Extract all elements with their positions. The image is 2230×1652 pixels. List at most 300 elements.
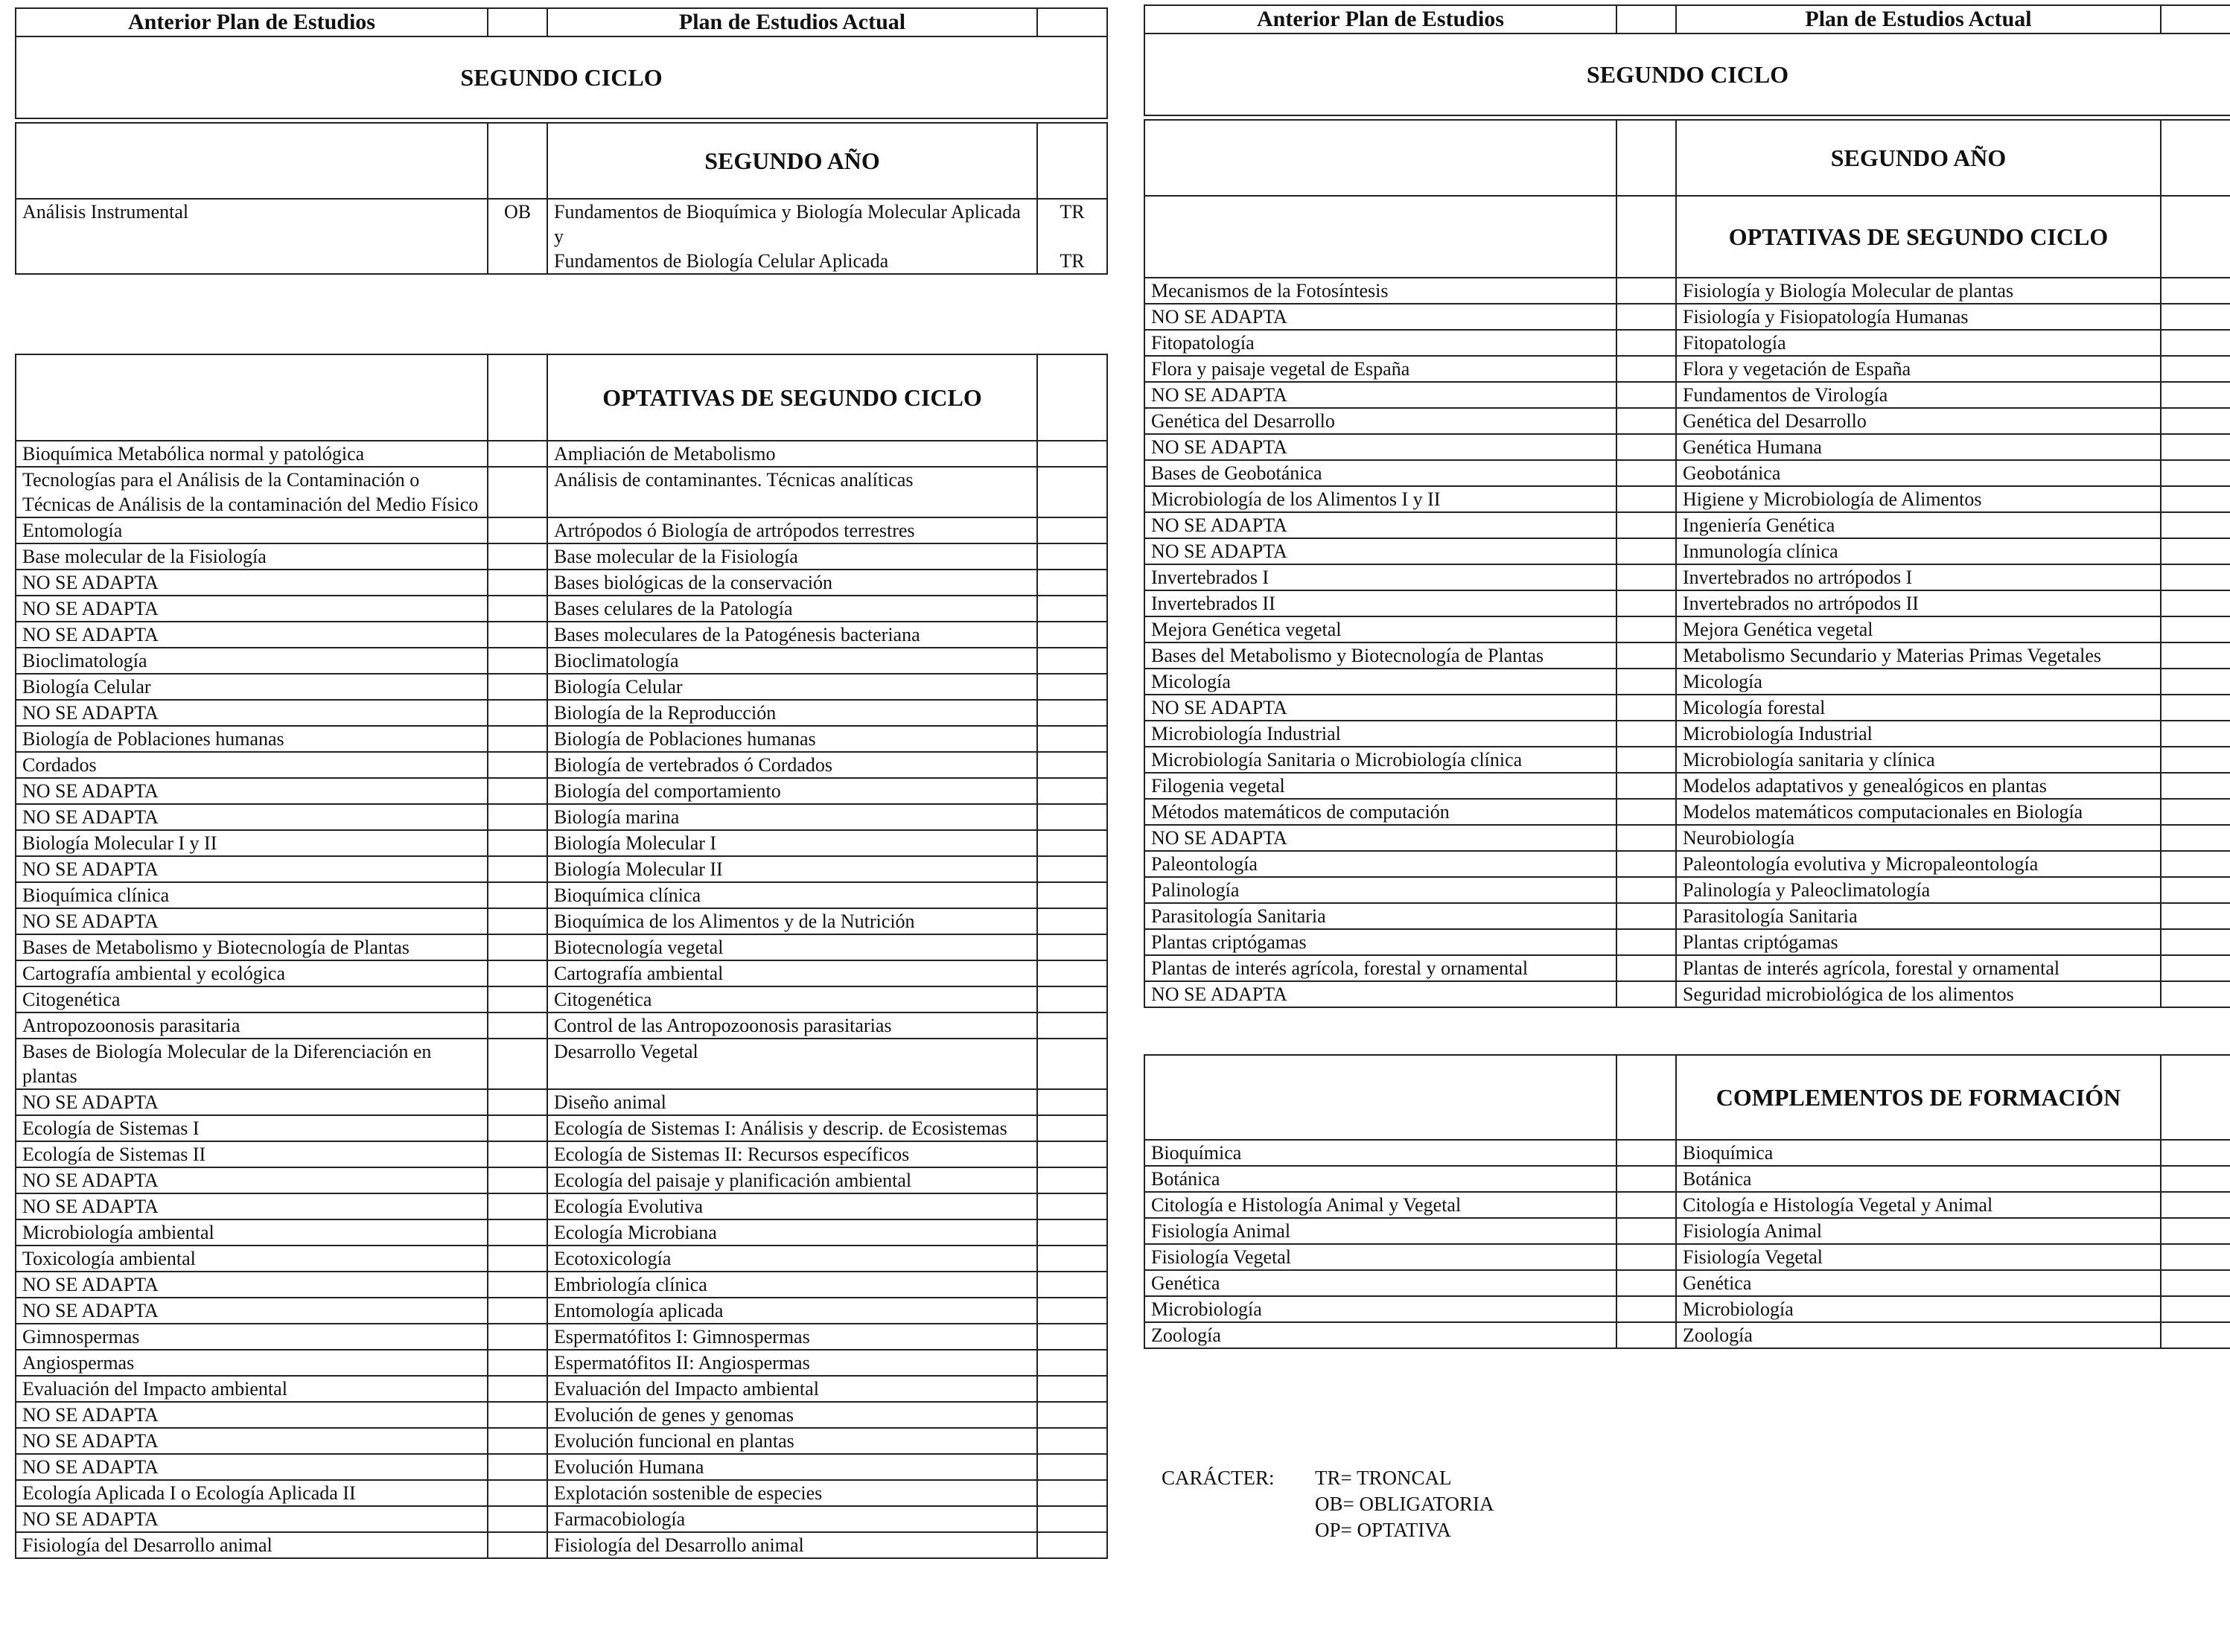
curr-subject: Análisis de contaminantes. Técnicas analíticas [547, 467, 1037, 517]
curr-subject: Plantas de interés agrícola, forestal y ornamental [1676, 955, 2161, 981]
prev-type [1616, 1244, 1676, 1270]
prev-type [1616, 773, 1676, 799]
prev-subject: NO SE ADAPTA [16, 1272, 488, 1298]
curr-type [2161, 773, 2230, 799]
curr-type [2161, 356, 2230, 382]
curr-type [2161, 564, 2230, 590]
prev-type [488, 1167, 547, 1193]
table-row [16, 1376, 1107, 1402]
table-row [1144, 721, 2230, 747]
prev-type [488, 543, 547, 570]
curr-type [2161, 408, 2230, 434]
curr-type [1037, 1376, 1107, 1402]
curr-subject: Flora y vegetación de España [1676, 356, 2161, 382]
curr-type [1037, 1141, 1107, 1167]
prev-subject: NO SE ADAPTA [16, 1298, 488, 1324]
curr-type [2161, 304, 2230, 330]
curr-type [1037, 1219, 1107, 1246]
table-row [1144, 538, 2230, 564]
prev-type [488, 1089, 547, 1115]
prev-subject: Invertebrados I [1144, 564, 1616, 590]
curr-type [1037, 1089, 1107, 1115]
table-row [1144, 877, 2230, 903]
prev-subject: Bases del Metabolismo y Biotecnología de Plantas [1144, 642, 1616, 669]
second-year-curr-type: TR TR [1037, 199, 1107, 274]
table-row [16, 1219, 1107, 1246]
table-row [16, 674, 1107, 700]
curr-subject: Biología de vertebrados ó Cordados [547, 752, 1037, 778]
prev-type [1616, 460, 1676, 486]
prev-type [488, 1480, 547, 1506]
table-row [16, 752, 1107, 778]
header-prev: Anterior Plan de Estudios [16, 8, 488, 36]
prev-type [488, 674, 547, 700]
table-row [1144, 1192, 2230, 1218]
left-header-table [15, 7, 1108, 119]
prev-type [1616, 981, 1676, 1007]
table-row [1144, 434, 2230, 460]
table-row [1144, 825, 2230, 851]
table-row [16, 1089, 1107, 1115]
curr-subject: Evaluación del Impacto ambiental [547, 1376, 1037, 1402]
prev-subject: Evaluación del Impacto ambiental [16, 1376, 488, 1402]
prev-subject: Toxicología ambiental [16, 1246, 488, 1272]
curr-subject: Biología marina [547, 804, 1037, 830]
curr-type [2161, 1166, 2230, 1192]
prev-type [488, 1402, 547, 1428]
prev-type [1616, 903, 1676, 929]
table-row [16, 726, 1107, 752]
prev-subject: NO SE ADAPTA [1144, 382, 1616, 408]
prev-type [1616, 799, 1676, 825]
prev-type [488, 596, 547, 622]
curr-subject: Ecología del paisaje y planificación ambiental [547, 1167, 1037, 1193]
curr-type [2161, 616, 2230, 642]
prev-subject: Gimnospermas [16, 1324, 488, 1350]
curr-type [1037, 908, 1107, 934]
curr-type [2161, 747, 2230, 773]
prev-type [1616, 356, 1676, 382]
table-row [16, 986, 1107, 1012]
prev-subject: Ecología Aplicada I o Ecología Aplicada II [16, 1480, 488, 1506]
header-curr: Plan de Estudios Actual [547, 8, 1037, 36]
cycle-title: SEGUNDO CICLO [16, 36, 1107, 118]
curr-type [1037, 1193, 1107, 1219]
curr-type [2161, 825, 2230, 851]
curr-type [1037, 986, 1107, 1012]
prev-type [1616, 1322, 1676, 1348]
curr-type [1037, 467, 1107, 517]
table-row [1144, 278, 2230, 304]
prev-subject: Microbiología Industrial [1144, 721, 1616, 747]
prev-type [1616, 669, 1676, 695]
curr-type [1037, 856, 1107, 882]
prev-subject: Cordados [16, 752, 488, 778]
curr-subject: Fitopatología [1676, 330, 2161, 356]
prev-subject: Antropozoonosis parasitaria [16, 1012, 488, 1039]
year-title-right: SEGUNDO AÑO [1676, 120, 2161, 196]
curr-subject: Biotecnología vegetal [547, 934, 1037, 960]
prev-type [488, 648, 547, 674]
table-row [1144, 903, 2230, 929]
curr-type [2161, 955, 2230, 981]
curr-type [1037, 441, 1107, 467]
curr-type [2161, 382, 2230, 408]
table-row [16, 596, 1107, 622]
table-row [16, 1350, 1107, 1376]
prev-type [488, 1012, 547, 1039]
right-column [1144, 0, 2230, 1349]
curr-type [2161, 1244, 2230, 1270]
curr-type [1037, 1428, 1107, 1454]
header-curr-right: Plan de Estudios Actual [1676, 5, 2161, 34]
prev-subject: Bioquímica [1144, 1140, 1616, 1166]
prev-type [1616, 747, 1676, 773]
curr-type [1037, 543, 1107, 570]
curr-type [1037, 778, 1107, 804]
table-row [16, 1298, 1107, 1324]
prev-type [1616, 929, 1676, 955]
curr-subject: Neurobiología [1676, 825, 2161, 851]
prev-subject: Parasitología Sanitaria [1144, 903, 1616, 929]
table-row [1144, 799, 2230, 825]
table-row [1144, 330, 2230, 356]
curr-subject: Cartografía ambiental [547, 960, 1037, 986]
curr-subject: Genética [1676, 1270, 2161, 1296]
table-row [1144, 929, 2230, 955]
curr-type [2161, 460, 2230, 486]
curr-subject: Parasitología Sanitaria [1676, 903, 2161, 929]
curr-subject: Botánica [1676, 1166, 2161, 1192]
table-row [16, 830, 1107, 856]
curr-type [1037, 1012, 1107, 1039]
table-row [16, 1402, 1107, 1428]
curr-subject: Bases celulares de la Patología [547, 596, 1037, 622]
curr-type [1037, 1324, 1107, 1350]
prev-subject: Cartografía ambiental y ecológica [16, 960, 488, 986]
curr-type [1037, 622, 1107, 648]
prev-subject: Ecología de Sistemas II [16, 1141, 488, 1167]
table-row [16, 1167, 1107, 1193]
curr-subject: Fisiología y Fisiopatología Humanas [1676, 304, 2161, 330]
table-row [16, 1532, 1107, 1558]
curr-subject: Genética del Desarrollo [1676, 408, 2161, 434]
prev-subject: NO SE ADAPTA [16, 570, 488, 596]
curr-type [1037, 570, 1107, 596]
prev-type [1616, 616, 1676, 642]
curr-subject: Ampliación de Metabolismo [547, 441, 1037, 467]
prev-subject: NO SE ADAPTA [16, 700, 488, 726]
prev-subject: Micología [1144, 669, 1616, 695]
curr-subject: Biología Molecular I [547, 830, 1037, 856]
prev-type [1616, 1140, 1676, 1166]
curr-subject: Biología Celular [547, 674, 1037, 700]
table-row [16, 856, 1107, 882]
curr-subject: Palinología y Paleoclimatología [1676, 877, 2161, 903]
prev-subject: NO SE ADAPTA [16, 1506, 488, 1532]
table-row [1144, 356, 2230, 382]
curr-subject: Modelos adaptativos y genealógicos en plantas [1676, 773, 2161, 799]
curr-type [1037, 1454, 1107, 1480]
curr-subject: Inmunología clínica [1676, 538, 2161, 564]
curr-subject: Ecología Evolutiva [547, 1193, 1037, 1219]
curr-subject: Microbiología [1676, 1296, 2161, 1322]
prev-subject: NO SE ADAPTA [1144, 304, 1616, 330]
prev-type [1616, 1296, 1676, 1322]
prev-type [488, 960, 547, 986]
curr-subject: Ecotoxicología [547, 1246, 1037, 1272]
prev-type [488, 934, 547, 960]
curr-subject: Metabolismo Secundario y Materias Primas Vegetales [1676, 642, 2161, 669]
curr-subject: Microbiología Industrial [1676, 721, 2161, 747]
curr-type [2161, 877, 2230, 903]
second-year-prev-type: OB [488, 199, 547, 274]
table-row [16, 1115, 1107, 1141]
right-optativas-table [1144, 119, 2230, 1008]
curr-type [1037, 1532, 1107, 1558]
curr-subject: Desarrollo Vegetal [547, 1039, 1037, 1089]
curr-type [1037, 674, 1107, 700]
table-row [1144, 408, 2230, 434]
curr-type [1037, 1039, 1107, 1089]
curr-type [2161, 590, 2230, 616]
table-row [16, 441, 1107, 467]
prev-subject: NO SE ADAPTA [1144, 825, 1616, 851]
curr-subject: Evolución funcional en plantas [547, 1428, 1037, 1454]
curr-subject: Seguridad microbiológica de los alimentos [1676, 981, 2161, 1007]
prev-type [488, 1324, 547, 1350]
curr-subject: Higiene y Microbiología de Alimentos [1676, 486, 2161, 512]
prev-type [1616, 304, 1676, 330]
curr-subject: Artrópodos ó Biología de artrópodos terrestres [547, 517, 1037, 543]
table-row [1144, 304, 2230, 330]
prev-subject: NO SE ADAPTA [1144, 981, 1616, 1007]
prev-type [488, 441, 547, 467]
left-column [15, 0, 1106, 1559]
table-row [1144, 1270, 2230, 1296]
prev-type [1616, 564, 1676, 590]
curr-subject: Ecología Microbiana [547, 1219, 1037, 1246]
table-row [1144, 851, 2230, 877]
curr-type [2161, 486, 2230, 512]
prev-subject: NO SE ADAPTA [16, 856, 488, 882]
table-row [16, 908, 1107, 934]
prev-subject: Biología Celular [16, 674, 488, 700]
prev-subject: NO SE ADAPTA [16, 1402, 488, 1428]
curr-subject: Fisiología y Biología Molecular de plantas [1676, 278, 2161, 304]
prev-type [1616, 408, 1676, 434]
second-year-curr: Fundamentos de Bioquímica y Biología Molecular Aplicada y Fundamentos de Biología Celular Aplicada [547, 199, 1037, 274]
curr-subject: Fisiología Animal [1676, 1218, 2161, 1244]
curr-subject: Fisiología del Desarrollo animal [547, 1532, 1037, 1558]
table-row [1144, 460, 2230, 486]
prev-subject: Plantas de interés agrícola, forestal y ornamental [1144, 955, 1616, 981]
table-row [16, 1428, 1107, 1454]
legend-op: OP= OPTATIVA [1315, 1519, 1451, 1541]
table-row [1144, 1322, 2230, 1348]
prev-subject: Flora y paisaje vegetal de España [1144, 356, 1616, 382]
curr-type [1037, 648, 1107, 674]
second-year-table [15, 122, 1108, 275]
curr-type [2161, 1218, 2230, 1244]
prev-type [1616, 538, 1676, 564]
prev-subject: NO SE ADAPTA [1144, 434, 1616, 460]
prev-type [488, 1141, 547, 1167]
curr-subject: Mejora Genética vegetal [1676, 616, 2161, 642]
prev-subject: Paleontología [1144, 851, 1616, 877]
table-row [16, 934, 1107, 960]
curr-subject: Control de las Antropozoonosis parasitarias [547, 1012, 1037, 1039]
prev-subject: Genética [1144, 1270, 1616, 1296]
table-row [16, 467, 1107, 517]
prev-type [488, 778, 547, 804]
prev-subject: Biología Molecular I y II [16, 830, 488, 856]
table-row [16, 1272, 1107, 1298]
table-row [1144, 1166, 2230, 1192]
legend-ob: OB= OBLIGATORIA [1315, 1493, 1494, 1515]
prev-subject: Bases de Metabolismo y Biotecnología de Plantas [16, 934, 488, 960]
prev-type [1616, 642, 1676, 669]
prev-subject: NO SE ADAPTA [1144, 512, 1616, 538]
prev-type [1616, 721, 1676, 747]
curr-type [2161, 1192, 2230, 1218]
table-row [1144, 564, 2230, 590]
curr-type [1037, 934, 1107, 960]
prev-subject: Genética del Desarrollo [1144, 408, 1616, 434]
prev-subject: Angiospermas [16, 1350, 488, 1376]
prev-subject: Plantas criptógamas [1144, 929, 1616, 955]
prev-subject: Citología e Histología Animal y Vegetal [1144, 1192, 1616, 1218]
curr-type [2161, 538, 2230, 564]
prev-type [1616, 695, 1676, 721]
prev-type [1616, 1270, 1676, 1296]
table-row [16, 1193, 1107, 1219]
curr-type [1037, 1402, 1107, 1428]
curr-type [1037, 960, 1107, 986]
curr-subject: Evolución Humana [547, 1454, 1037, 1480]
prev-subject: Microbiología [1144, 1296, 1616, 1322]
curr-subject: Micología [1676, 669, 2161, 695]
curr-type [1037, 830, 1107, 856]
table-row [1144, 695, 2230, 721]
curr-subject: Bioquímica de los Alimentos y de la Nutrición [547, 908, 1037, 934]
right-optativas-title: OPTATIVAS DE SEGUNDO CICLO [1676, 196, 2161, 278]
curr-type [1037, 726, 1107, 752]
curr-type [1037, 517, 1107, 543]
prev-subject: NO SE ADAPTA [16, 622, 488, 648]
prev-subject: NO SE ADAPTA [16, 596, 488, 622]
table-row [1144, 747, 2230, 773]
prev-subject: Bases de Biología Molecular de la Diferenciación en plantas [16, 1039, 488, 1089]
table-row [16, 517, 1107, 543]
prev-type [1616, 825, 1676, 851]
prev-subject: Botánica [1144, 1166, 1616, 1192]
prev-subject: NO SE ADAPTA [16, 1193, 488, 1219]
prev-subject: Bioquímica clínica [16, 882, 488, 908]
curr-subject: Biología de la Reproducción [547, 700, 1037, 726]
prev-type [488, 1454, 547, 1480]
curr-subject: Paleontología evolutiva y Micropaleontología [1676, 851, 2161, 877]
prev-type [488, 908, 547, 934]
curr-type [2161, 1322, 2230, 1348]
table-row [16, 700, 1107, 726]
prev-type [488, 726, 547, 752]
table-row [16, 1039, 1107, 1089]
prev-type [1616, 278, 1676, 304]
cycle-title-right: SEGUNDO CICLO [1144, 34, 2230, 115]
curr-type [2161, 721, 2230, 747]
prev-type [488, 752, 547, 778]
prev-type [1616, 434, 1676, 460]
prev-type [488, 1376, 547, 1402]
curr-type [2161, 669, 2230, 695]
curr-subject: Base molecular de la Fisiología [547, 543, 1037, 570]
curr-subject: Bioquímica [1676, 1140, 2161, 1166]
prev-subject: Entomología [16, 517, 488, 543]
table-row [1144, 1244, 2230, 1270]
curr-type [1037, 882, 1107, 908]
prev-subject: Zoología [1144, 1322, 1616, 1348]
curr-subject: Bioclimatología [547, 648, 1037, 674]
prev-subject: Microbiología Sanitaria o Microbiología clínica [1144, 747, 1616, 773]
curr-subject: Diseño animal [547, 1089, 1037, 1115]
prev-type [488, 1246, 547, 1272]
second-year-prev: Análisis Instrumental [16, 199, 488, 274]
header-prev-right: Anterior Plan de Estudios [1144, 5, 1616, 34]
table-row [1144, 512, 2230, 538]
curr-type [2161, 695, 2230, 721]
table-row [16, 648, 1107, 674]
prev-subject: Microbiología de los Alimentos I y II [1144, 486, 1616, 512]
prev-subject: Fisiología del Desarrollo animal [16, 1532, 488, 1558]
prev-subject: NO SE ADAPTA [1144, 538, 1616, 564]
table-row [16, 804, 1107, 830]
prev-type [488, 570, 547, 596]
curr-subject: Fisiología Vegetal [1676, 1244, 2161, 1270]
curr-subject: Espermatófitos II: Angiospermas [547, 1350, 1037, 1376]
curr-type [2161, 1296, 2230, 1322]
table-row [1144, 955, 2230, 981]
curr-type [1037, 1115, 1107, 1141]
curr-subject: Citología e Histología Vegetal y Animal [1676, 1192, 2161, 1218]
curr-subject: Geobotánica [1676, 460, 2161, 486]
prev-type [1616, 382, 1676, 408]
table-row [16, 1246, 1107, 1272]
table-row [1144, 1218, 2230, 1244]
table-row [16, 622, 1107, 648]
prev-subject: Fisiología Vegetal [1144, 1244, 1616, 1270]
prev-subject: Palinología [1144, 877, 1616, 903]
prev-subject: Bases de Geobotánica [1144, 460, 1616, 486]
table-row [16, 570, 1107, 596]
prev-type [1616, 851, 1676, 877]
curr-type [1037, 700, 1107, 726]
prev-subject: Mecanismos de la Fotosíntesis [1144, 278, 1616, 304]
curr-type [2161, 642, 2230, 669]
prev-subject: Base molecular de la Fisiología [16, 543, 488, 570]
curr-type [1037, 1298, 1107, 1324]
prev-subject: Bioquímica Metabólica normal y patológica [16, 441, 488, 467]
prev-subject: NO SE ADAPTA [1144, 695, 1616, 721]
table-row [16, 1506, 1107, 1532]
table-row [16, 778, 1107, 804]
prev-type [488, 1272, 547, 1298]
prev-subject: Microbiología ambiental [16, 1219, 488, 1246]
curr-type [2161, 929, 2230, 955]
curr-subject: Bases biológicas de la conservación [547, 570, 1037, 596]
prev-type [1616, 512, 1676, 538]
curr-type [2161, 434, 2230, 460]
